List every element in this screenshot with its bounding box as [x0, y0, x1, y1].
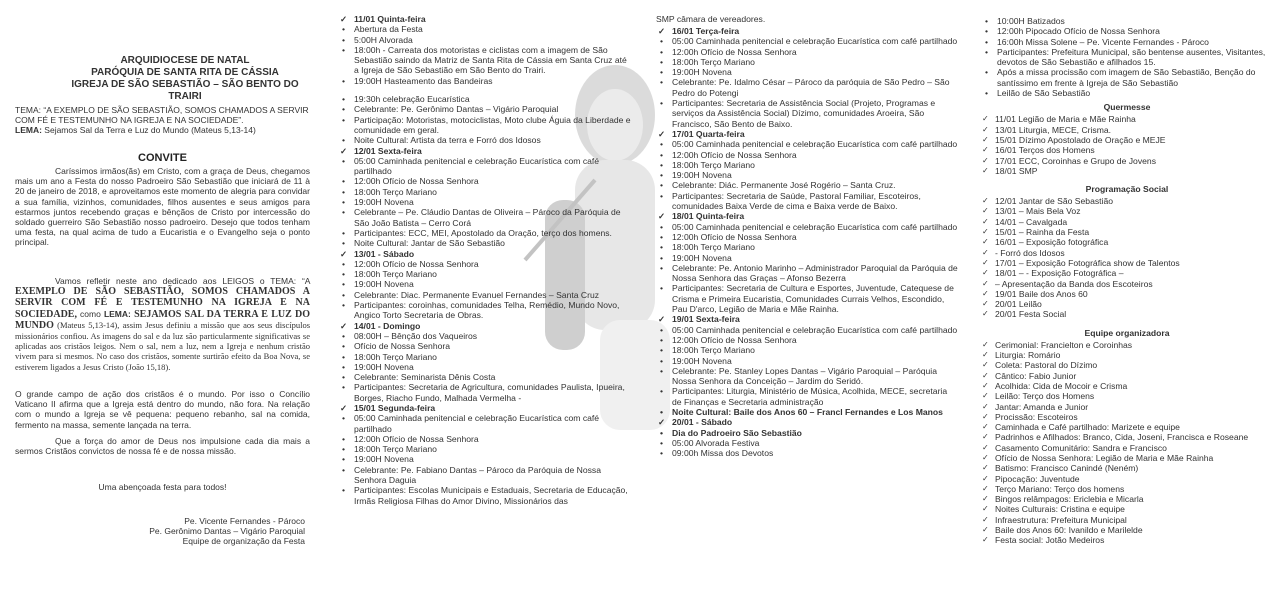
- schedule-item: • 19:30h celebração Eucarística: [338, 94, 633, 104]
- schedule-item: • 18:00h Terço Mariano: [338, 187, 633, 197]
- schedule-item: • 19:00H Novena: [656, 170, 958, 180]
- day-heading: ✓ 15/01 Segunda-feira: [338, 403, 633, 413]
- schedule-item: • 18:00h - Carreata dos motoristas e ciclistas com a imagem de São Sebastião saindo da Matriz de Santa Rita de Cássia em Santa Cruz até a Igreja de São Sebastião em São Bento do Trairi.: [338, 45, 633, 76]
- festivities-content: [981, 16, 1273, 546]
- social-program-item: ✓ 18/01 – - Exposição Fotográfica –: [981, 268, 1273, 278]
- social-program-item: ✓ 20/01 Festa Social: [981, 309, 1273, 319]
- schedule-item: • 19:00H Novena: [656, 67, 958, 77]
- invitation-title: CONVITE: [138, 152, 187, 164]
- schedule-item: • 19:00H Novena: [338, 454, 633, 464]
- team-item: ✓ Festa social: Jotão Medeiros: [981, 535, 1273, 545]
- schedule-item: • 12:00h Ofício de Nossa Senhora: [338, 434, 633, 444]
- theme-text: “A EXEMPLO DE SÃO SEBASTIÃO, SOMOS CHAMADOS A SERVIR COM FÉ E TESTEMUNHO NA IGREJA E NA SOCIEDADE”.: [15, 105, 309, 125]
- schedule-item: • 05:00 Caminhada penitencial e celebração Eucarística com café partilhado: [656, 222, 958, 232]
- schedule-item: • 12:00h Ofício de Nossa Senhora: [656, 150, 958, 160]
- team-item: ✓ Baile dos Anos 60: Ivanildo e Marilelde: [981, 525, 1273, 535]
- schedule-item: • 05:00 Alvorada Festiva: [656, 438, 958, 448]
- schedule-item: • Celebrante: Diác. Permanente José Rogério – Santa Cruz.: [656, 180, 958, 190]
- day-heading: ✓ 12/01 Sexta-feira: [338, 146, 633, 156]
- team-item: ✓ Batismo: Francisco Canindé (Neném): [981, 463, 1273, 473]
- schedule-item: • 12:00h Ofício de Nossa Senhora: [656, 232, 958, 242]
- schedule-item: • 19:00H Novena: [656, 253, 958, 263]
- invitation-paragraph-4: Que a força do amor de Deus nos impulsione cada dia mais a sermos Cristãos convictos de nossa fé e de nossa missão.: [15, 436, 310, 457]
- invitation-paragraph-1: Caríssimos irmãos(ãs) em Cristo, com a graça de Deus, chegamos mais um ano a Festa do nosso Padroeiro São Sebastião que iniciará de 11 à 20 de janeiro de 2018, e aproveitamos este momento de alegria para convidar a sua família, vizinhos, comunidades, filhos ausentes e seus amigos para estarmos juntos recebendo graças e bênçãos de Cristo por intercessão do soldado guerreiro São Sebastião nosso padroeiro. Desejo que todos tenham uma festa, na qual acima de tudo a Eucaristia e o Evangelho seja o ponto principal.: [15, 166, 310, 248]
- schedule-item: • Participação: Motoristas, motociclistas, Moto clube Águia da Liberdade e comunidade em geral.: [338, 115, 633, 136]
- schedule-item: • 18:00h Terço Mariano: [656, 345, 958, 355]
- blessing-line: Uma abençoada festa para todos!: [98, 482, 227, 492]
- schedule-item: • 5:00H Alvorada: [338, 35, 633, 45]
- signature-vicar: Pe. Gerônimo Dantas – Vigário Paroquial: [149, 526, 305, 537]
- team-item: ✓ Ofício de Nossa Senhora: Legião de Maria e Mãe Rainha: [981, 453, 1273, 463]
- team-item: ✓ Noites Culturais: Cristina e equipe: [981, 504, 1273, 514]
- quermesse-item: ✓ 16/01 Terços dos Homens: [981, 145, 1273, 155]
- schedule-item: • 09:00h Missa dos Devotos: [656, 448, 958, 458]
- p2-theme: EXEMPLO DE SÃO SEBASTIÃO, SOMOS CHAMADOS A SERVIR COM FÉ E TESTEMUNHO NA IGREJA E NA SOCIEDADE,: [15, 286, 310, 320]
- schedule-item: • 18:00h Terço Mariano: [656, 242, 958, 252]
- social-program-item: ✓ 17/01 – Exposição Fotográfica show de Talentos: [981, 258, 1273, 268]
- day-heading: ✓ 14/01 - Domingo: [338, 321, 633, 331]
- schedule-item: • Dia do Padroeiro São Sebastião: [656, 428, 958, 438]
- parish-title: PARÓQUIA DE SANTA RITA DE CÁSSIA: [91, 67, 279, 78]
- schedule-item: • Celebrante: Pe. Fabiano Dantas – Pároco da Paróquia de Nossa Senhora Daguia: [338, 465, 633, 486]
- team-item: ✓ Caminhada e Café partilhado: Marizete e equipe: [981, 422, 1273, 432]
- schedule-item: • 10:00H Batizados: [981, 16, 1273, 26]
- schedule-item: • Noite Cultural: Jantar de São Sebastião: [338, 238, 633, 248]
- schedule-item: • Participantes: Secretaria de Saúde, Pastoral Familiar, Escoteiros, comunidades Baixa Verde de cima e Baixa verde de Baixo.: [656, 191, 958, 212]
- schedule-item: • Celebrante: Pe. Stanley Lopes Dantas – Vigário Paroquial – Paróquia Nossa Senhora da Conceição – Jardim do Seridó.: [656, 366, 958, 387]
- church-title: IGREJA DE SÃO SEBASTIÃO – SÃO BENTO DO TRAIRI: [71, 79, 299, 102]
- team-item: ✓ Coleta: Pastoral do Dízimo: [981, 360, 1273, 370]
- schedule-item: • Leilão de São Sebastião: [981, 88, 1273, 98]
- schedule-item: • Participantes: ECC, MEI, Apostolado da Oração, terço dos homens.: [338, 228, 633, 238]
- schedule-item: • Noite Cultural: Artista da terra e Forró dos Idosos: [338, 135, 633, 145]
- quermesse-item: ✓ 17/01 ECC, Coroinhas e Grupo de Jovens: [981, 156, 1273, 166]
- schedule-item: • Celebrante: Diac. Permanente Evanuel Fernandes – Santa Cruz: [338, 290, 633, 300]
- schedule-item: • 18:00h Terço Mariano: [338, 444, 633, 454]
- schedule-item: • Ofício de Nossa Senhora: [338, 341, 633, 351]
- day-heading: ✓ 13/01 - Sábado: [338, 249, 633, 259]
- schedule-item: • 18:00h Terço Mariano: [338, 269, 633, 279]
- schedule-item: • 05:00 Caminhada penitencial e celebração Eucarística com café partilhado: [656, 139, 958, 149]
- organizing-team-list: [981, 340, 1273, 546]
- social-program-item: ✓ 16/01 – Exposição fotográfica: [981, 237, 1273, 247]
- schedule-item: • Participantes: Secretaria de Agricultura, comunidades Paulista, Ipueira, Borges, Riacho Fundo, Malhada Vermelha -: [338, 382, 633, 403]
- social-program-item: ✓ 12/01 Jantar de São Sebastião: [981, 196, 1273, 206]
- social-program-item: ✓ 19/01 Baile dos Anos 60: [981, 289, 1273, 299]
- schedule-item: • 19:00H Hasteamento das Bandeiras: [338, 76, 633, 86]
- schedule-item: • 12:00h Ofício de Nossa Senhora: [656, 47, 958, 57]
- day-heading: ✓ 17/01 Quarta-feira: [656, 129, 958, 139]
- p2-lema-label: LEMA:: [103, 308, 131, 319]
- team-item: ✓ Padrinhos e Afilhados: Branco, Cida, Joseni, Francisca e Roseane: [981, 432, 1273, 442]
- team-item: ✓ Procissão: Escoteiros: [981, 412, 1273, 422]
- spacer: [338, 86, 633, 94]
- team-item: ✓ Liturgia: Romário: [981, 350, 1273, 360]
- social-program-item: ✓ 14/01 – Cavalgada: [981, 217, 1273, 227]
- schedule-item: • 05:00 Caminhada penitencial e celebração Eucarística com café partilhado: [656, 36, 958, 46]
- schedule-item: • Participantes: Prefeitura Municipal, são bentense ausentes, Visitantes, devotos de São Sebastião e afilhados 15.: [981, 47, 1273, 68]
- team-item: ✓ Cerimonial: Francielton e Coroinhas: [981, 340, 1273, 350]
- schedule-item: • Celebrante: Pe. Idalmo César – Pároco da paróquia de São Pedro – São Pedro do Potengi: [656, 77, 958, 98]
- team-item: ✓ Jantar: Amanda e Junior: [981, 402, 1273, 412]
- schedule-item: • 19:00H Novena: [338, 279, 633, 289]
- schedule-item: • Noite Cultural: Baile dos Anos 60 – Francl Fernandes e Los Manos: [656, 407, 958, 417]
- schedule-item: • 12:00h Ofício de Nossa Senhora: [338, 259, 633, 269]
- schedule-item: • 16:00h Missa Solene – Pe. Vicente Fernandes - Pároco: [981, 37, 1273, 47]
- team-item: ✓ Bingos relâmpagos: Ericlebia e Micarla: [981, 494, 1273, 504]
- organizing-team-title: Equipe organizadora: [1084, 327, 1170, 338]
- team-item: ✓ Terço Mariano: Terço dos homens: [981, 484, 1273, 494]
- schedule-item: • 12:00h Ofício de Nossa Senhora: [656, 335, 958, 345]
- schedule-item: • 05:00 Caminhada penitencial e celebração Eucarística com café partilhado: [656, 325, 958, 335]
- invitation-column: [0, 0, 320, 609]
- schedule-item: • 05:00 Caminhada penitencial e celebração Eucarística com café partilhado: [338, 413, 633, 434]
- schedule-item: • 19:00H Novena: [338, 197, 633, 207]
- invitation-paragraph-2: [15, 276, 310, 372]
- social-program-item: ✓ – Apresentação da Banda dos Escoteiros: [981, 279, 1273, 289]
- schedule-item: • Celebrante – Pe. Cláudio Dantas de Oliveira – Pároco da Paróquia de São João Batista – Cerro Corá: [338, 207, 633, 228]
- day-heading: ✓ 11/01 Quinta-feira: [338, 14, 633, 24]
- theme-block: [15, 105, 310, 135]
- schedule-item: • 05:00 Caminhada penitencial e celebração Eucarística com café partilhado: [338, 156, 633, 177]
- continuation-text: SMP câmara de vereadores.: [656, 14, 766, 24]
- social-program-list: [981, 196, 1273, 320]
- schedule-item: • 18:00h Terço Mariano: [656, 160, 958, 170]
- schedule-item: • Participantes: coroinhas, comunidades Telha, Remédio, Mundo Novo, Angico Torto Secretaria de Obras.: [338, 300, 633, 321]
- parish-header: [60, 55, 310, 103]
- schedule-item: • 19:00H Novena: [338, 362, 633, 372]
- team-item: ✓ Casamento Comunitário: Sandra e Francisco: [981, 443, 1273, 453]
- invitation-paragraph-3: O grande campo de ação dos cristãos é o mundo. Por isso o Concílio Vaticano II afirma que a Igreja está dentro do mundo, não fora. Na relação com o mundo a Igreja se vê pequena: pequeno rebanho, sal na comida, fermento na massa, semente lançada na terra.: [15, 389, 310, 430]
- quermesse-list: [981, 114, 1273, 176]
- motto-label: LEMA:: [15, 125, 42, 135]
- schedule-item: • Celebrante: Seminarista Dênis Costa: [338, 372, 633, 382]
- p2-body: (Mateus 5,13-14), assim Jesus definiu a missão que aos seus discípulos missionários confiou. As imagens do sal e da luz são particularmente significativas se aplicadas aos cristãos leigos. Nem o sal, nem a luz, nem a Igreja e nenhum cristão vivem para si mesmos. No caso dos cristãos, somente surtirão efeito da Boa Nova, se estiverem ligados a Jesus Cristo (João 15,18).: [15, 319, 310, 372]
- day-heading: ✓ 18/01 Quinta-feira: [656, 211, 958, 221]
- team-item: ✓ Infraestrutura: Prefeitura Municipal: [981, 515, 1273, 525]
- day-heading: ✓ 16/01 Terça-feira: [656, 26, 958, 36]
- signatures: [60, 516, 305, 547]
- social-program-item: ✓ 13/01 – Mais Bela Voz: [981, 206, 1273, 216]
- schedule-item: • Participantes: Secretaria de Cultura e Esportes, Juventude, Catequese de Crisma e Primeira Eucaristia, Comunidades Currais Velhos, Escondido, Pau D'arco, Legião de Maria e Mãe Rainha.: [656, 283, 958, 314]
- schedule-item: • Participantes: Liturgia, Ministério de Música, Acolhida, MECE, secretaria de Finanças e Secretaria administração: [656, 386, 958, 407]
- p2-lema: SEJAMOS SAL DA TERRA E LUZ DO MUNDO: [15, 308, 310, 331]
- motto-text: Sejamos Sal da Terra e Luz do Mundo (Mateus 5,13-14): [44, 125, 256, 135]
- schedule-item: • 08:00H – Bênção dos Vaqueiros: [338, 331, 633, 341]
- schedule-column-2: [650, 0, 960, 609]
- social-program-item: ✓ - Forró dos Idosos: [981, 248, 1273, 258]
- quermesse-item: ✓ 13/01 Liturgia, MECE, Crisma.: [981, 125, 1273, 135]
- quermesse-item: ✓ 11/01 Legião de Maria e Mãe Rainha: [981, 114, 1273, 124]
- schedule-item: • Participantes: Secretaria de Assistência Social (Projeto, Programas e serviços da Assistência Social) Dízimo, comunidades Aroeira, São Francisco, São Bento de Baixo.: [656, 98, 958, 129]
- social-program-title: Programação Social: [1085, 184, 1169, 195]
- schedule-list-2: [656, 26, 958, 458]
- theme-label: TEMA:: [15, 105, 41, 115]
- festivities-column: [975, 0, 1275, 609]
- quermesse-title: Quermesse: [1103, 102, 1151, 113]
- schedule-list-1: [338, 14, 633, 506]
- social-program-item: ✓ 15/01 – Rainha da Festa: [981, 227, 1273, 237]
- schedule-item: • Após a missa procissão com imagem de São Sebastião, Benção do santíssimo em frente à Igreja de São Sebastião: [981, 67, 1273, 88]
- signature-team: Equipe de organização da Festa: [182, 536, 305, 547]
- team-item: ✓ Leilão: Terço dos Homens: [981, 391, 1273, 401]
- archdiocese-title: ARQUIDIOCESE DE NATAL: [120, 55, 250, 66]
- schedule-item: • 18:00h Terço Mariano: [338, 352, 633, 362]
- schedule-item: • 18:00h Terço Mariano: [656, 57, 958, 67]
- social-program-item: ✓ 20/01 Leilão: [981, 299, 1273, 309]
- quermesse-item: ✓ 18/01 SMP: [981, 166, 1273, 176]
- day-heading: ✓ 20/01 - Sábado: [656, 417, 958, 427]
- team-item: ✓ Acolhida: Cida de Mocoir e Crisma: [981, 381, 1273, 391]
- signature-parish-priest: Pe. Vicente Fernandes - Pároco: [184, 516, 305, 526]
- schedule-item: • 12:00h Pipocado Ofício de Nossa Senhora: [981, 26, 1273, 36]
- schedule-item: • Celebrante: Pe. Antonio Marinho – Administrador Paroquial da Paróquia de Nossa Senhora das Graças – Afonso Bezerra: [656, 263, 958, 284]
- schedule-column-1: [330, 0, 635, 609]
- quermesse-item: ✓ 15/01 Dízimo Apostolado de Oração e MEJE: [981, 135, 1273, 145]
- patron-day-list: [981, 16, 1273, 98]
- team-item: ✓ Cântico: Fabio Junior: [981, 371, 1273, 381]
- p2-intro: Vamos refletir neste ano dedicado aos LEIGOS o TEMA: “A: [55, 276, 310, 286]
- schedule-item: • Participantes: Escolas Municipais e Estaduais, Secretaria de Educação, Irmãs Religiosa Filhas do Amor Divino, Missionários das: [338, 485, 633, 506]
- schedule-item: • 12:00h Ofício de Nossa Senhora: [338, 176, 633, 186]
- day-heading: ✓ 19/01 Sexta-feira: [656, 314, 958, 324]
- p2-como: como: [76, 308, 104, 319]
- schedule-item: • Celebrante: Pe. Gerônimo Dantas – Vigário Paroquial: [338, 104, 633, 114]
- schedule-item: • Abertura da Festa: [338, 24, 633, 34]
- schedule-item: • 19:00H Novena: [656, 356, 958, 366]
- team-item: ✓ Pipocação: Juventude: [981, 474, 1273, 484]
